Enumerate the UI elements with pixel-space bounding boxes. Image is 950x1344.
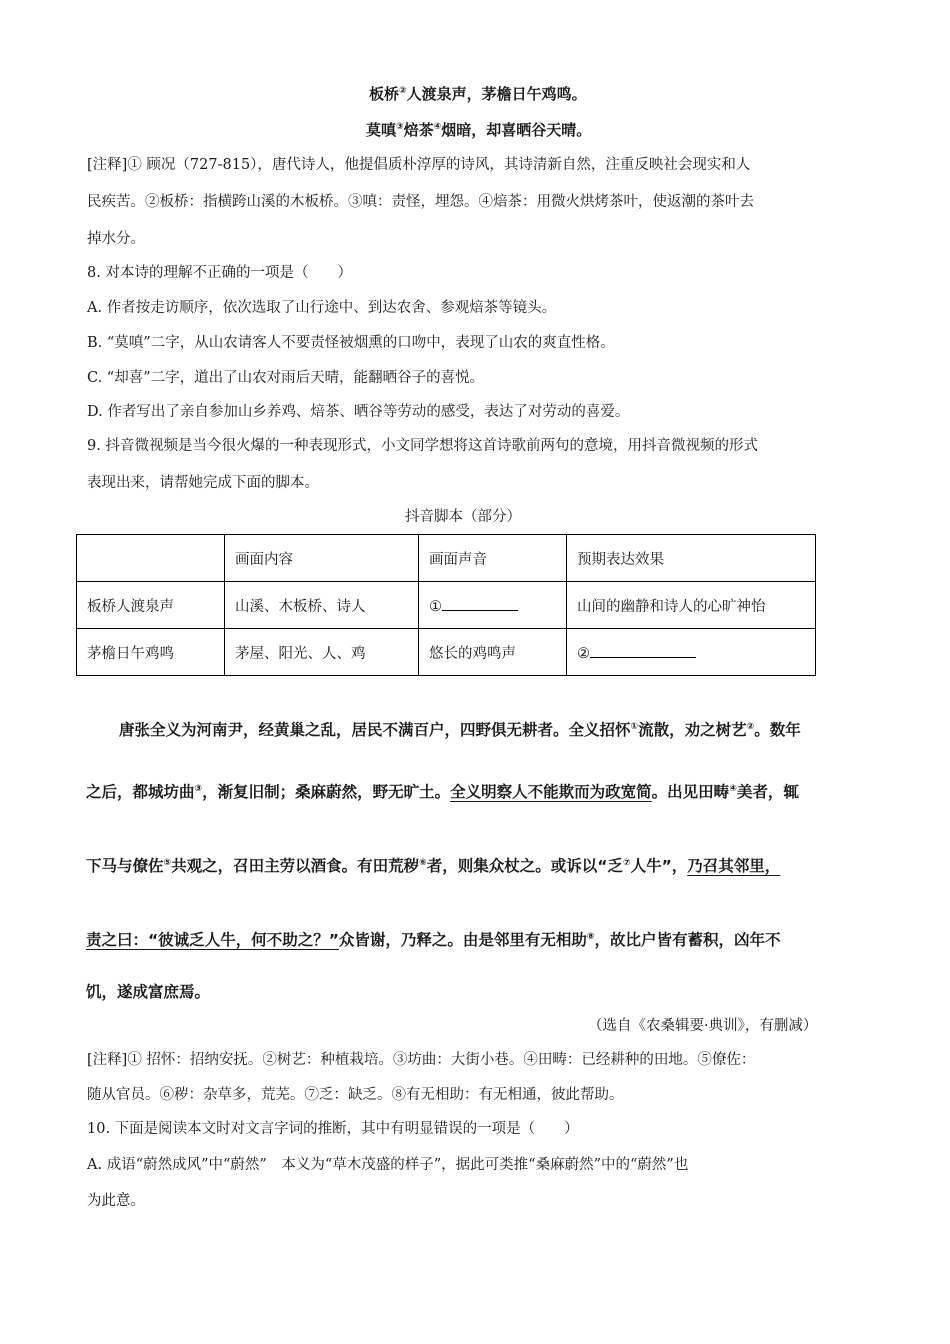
- passage-segment: 。出见田畴④美者，辄: [651, 783, 799, 801]
- table-cell: 山溪、木板桥、诗人: [225, 582, 419, 629]
- table-cell: 茅檐日午鸡鸣: [77, 629, 225, 676]
- underlined-sentence-2-cont: 责之曰：“彼诚乏人牛，何不助之？”: [86, 931, 339, 949]
- table-cell: 山间的幽静和诗人的心旷神怡: [567, 582, 816, 629]
- poem-notes-line-1: [注释]① 顾况（727-815），唐代诗人，他提倡质朴淳厚的诗风，其诗清新自然，注重反映社会现实和人: [87, 157, 751, 173]
- script-table: [76, 534, 816, 676]
- question-9-line-1: 9. 抖音微视频是当今很火爆的一种表现形式，小文同学想将这首诗歌前两句的意境，用抖音微视频的形式: [87, 438, 758, 454]
- poem-notes-line-3: 掉水分。: [87, 231, 145, 247]
- question-10-stem: 10. 下面是阅读本文时对文言字词的推断，其中有明显错误的一项是（ ）: [87, 1121, 579, 1137]
- table-header-cell: 画面声音: [419, 535, 567, 582]
- table-cell: 茅屋、阳光、人、鸡: [225, 629, 419, 676]
- passage-line-1: 唐张全义为河南尹，经黄巢之乱，居民不满百户，四野俱无耕者。全义招怀①流散，劝之树艺②。数年: [119, 721, 801, 739]
- table-header-row: [77, 535, 816, 582]
- passage-line-2: [86, 780, 799, 802]
- passage-line-5: 饥，遂成富庶焉。: [86, 983, 211, 1001]
- table-row: [77, 629, 816, 676]
- question-8-stem: 8. 对本诗的理解不正确的一项是（ ）: [87, 265, 352, 281]
- table-row: [77, 582, 816, 629]
- passage-line-3: [86, 854, 780, 876]
- answer-blank-1[interactable]: [419, 582, 567, 629]
- question-8-option-b: B. “莫嗔”二字，从山农请客人不要责怪被烟熏的口吻中，表现了山农的爽直性格。: [87, 335, 615, 351]
- passage-notes-line-1: [注释]① 招怀：招纳安抚。②树艺：种植栽培。③坊曲：大街小巷。④田畴：已经耕种的田地。⑤僚佐：: [87, 1052, 756, 1068]
- blank-line: [590, 643, 696, 658]
- passage-line-4: [86, 928, 781, 950]
- passage-segment: 下马与僚佐⑤共观之，召田主劳以酒食。有田荒秽⑥者，则集众杖之。或诉以“乏⑦人牛”，: [86, 857, 688, 875]
- table-caption: 抖音脚本（部分）: [405, 509, 521, 525]
- blank-line: [442, 596, 518, 611]
- question-9-line-2: 表现出来，请帮她完成下面的脚本。: [87, 475, 319, 491]
- table-cell: 板桥人渡泉声: [77, 582, 225, 629]
- question-10-option-a-line-2: 为此意。: [87, 1193, 145, 1209]
- question-10-option-a-line-1: A. 成语“蔚然成风”中“蔚然” 本义为“草木茂盛的样子”，据此可类推“桑麻蔚然”中的“蔚然”也: [87, 1157, 689, 1173]
- question-8-option-d: D. 作者写出了亲自参加山乡养鸡、焙茶、晒谷等劳动的感受，表达了对劳动的喜爱。: [87, 404, 630, 420]
- poem-line-1: 板桥②人渡泉声，茅檐日午鸡鸣。: [369, 85, 587, 103]
- table-header-cell: [77, 535, 225, 582]
- table-cell: 悠长的鸡鸣声: [419, 629, 567, 676]
- underlined-sentence-2: 乃召其邻里，: [687, 857, 781, 875]
- underlined-sentence-1: 全义明察人不能欺而为政宽简: [450, 783, 652, 801]
- passage-segment: 众皆谢，乃释之。由是邻里有无相助⑧，故比户皆有蓄积，凶年不: [338, 931, 781, 949]
- passage-source: （选自《农桑辑要·典训》，有删减）: [588, 1018, 818, 1034]
- table-header-cell: 画面内容: [225, 535, 419, 582]
- answer-blank-2[interactable]: [567, 629, 816, 676]
- table-header-cell: 预期表达效果: [567, 535, 816, 582]
- passage-segment: 之后，都城坊曲③，渐复旧制；桑麻蔚然，野无旷土。: [86, 783, 451, 801]
- question-8-option-a: A. 作者按走访顺序，依次选取了山行途中、到达农舍、参观焙茶等镜头。: [87, 300, 557, 316]
- passage-notes-line-2: 随从官员。⑥秽：杂草多，荒芜。⑦乏：缺乏。⑧有无相助：有无相通，彼此帮助。: [87, 1087, 624, 1103]
- question-8-option-c: C. “却喜”二字，道出了山农对雨后天晴，能翻晒谷子的喜悦。: [87, 370, 485, 386]
- blank-label: ②: [577, 645, 590, 662]
- poem-notes-line-2: 民疾苦。②板桥：指横跨山溪的木板桥。③嗔：责怪，埋怨。④焙茶：用微火烘烤茶叶，使返潮的茶叶去: [87, 194, 754, 210]
- blank-label: ①: [429, 598, 442, 615]
- poem-line-2: 莫嗔③焙茶④烟暗，却喜晒谷天晴。: [366, 121, 592, 139]
